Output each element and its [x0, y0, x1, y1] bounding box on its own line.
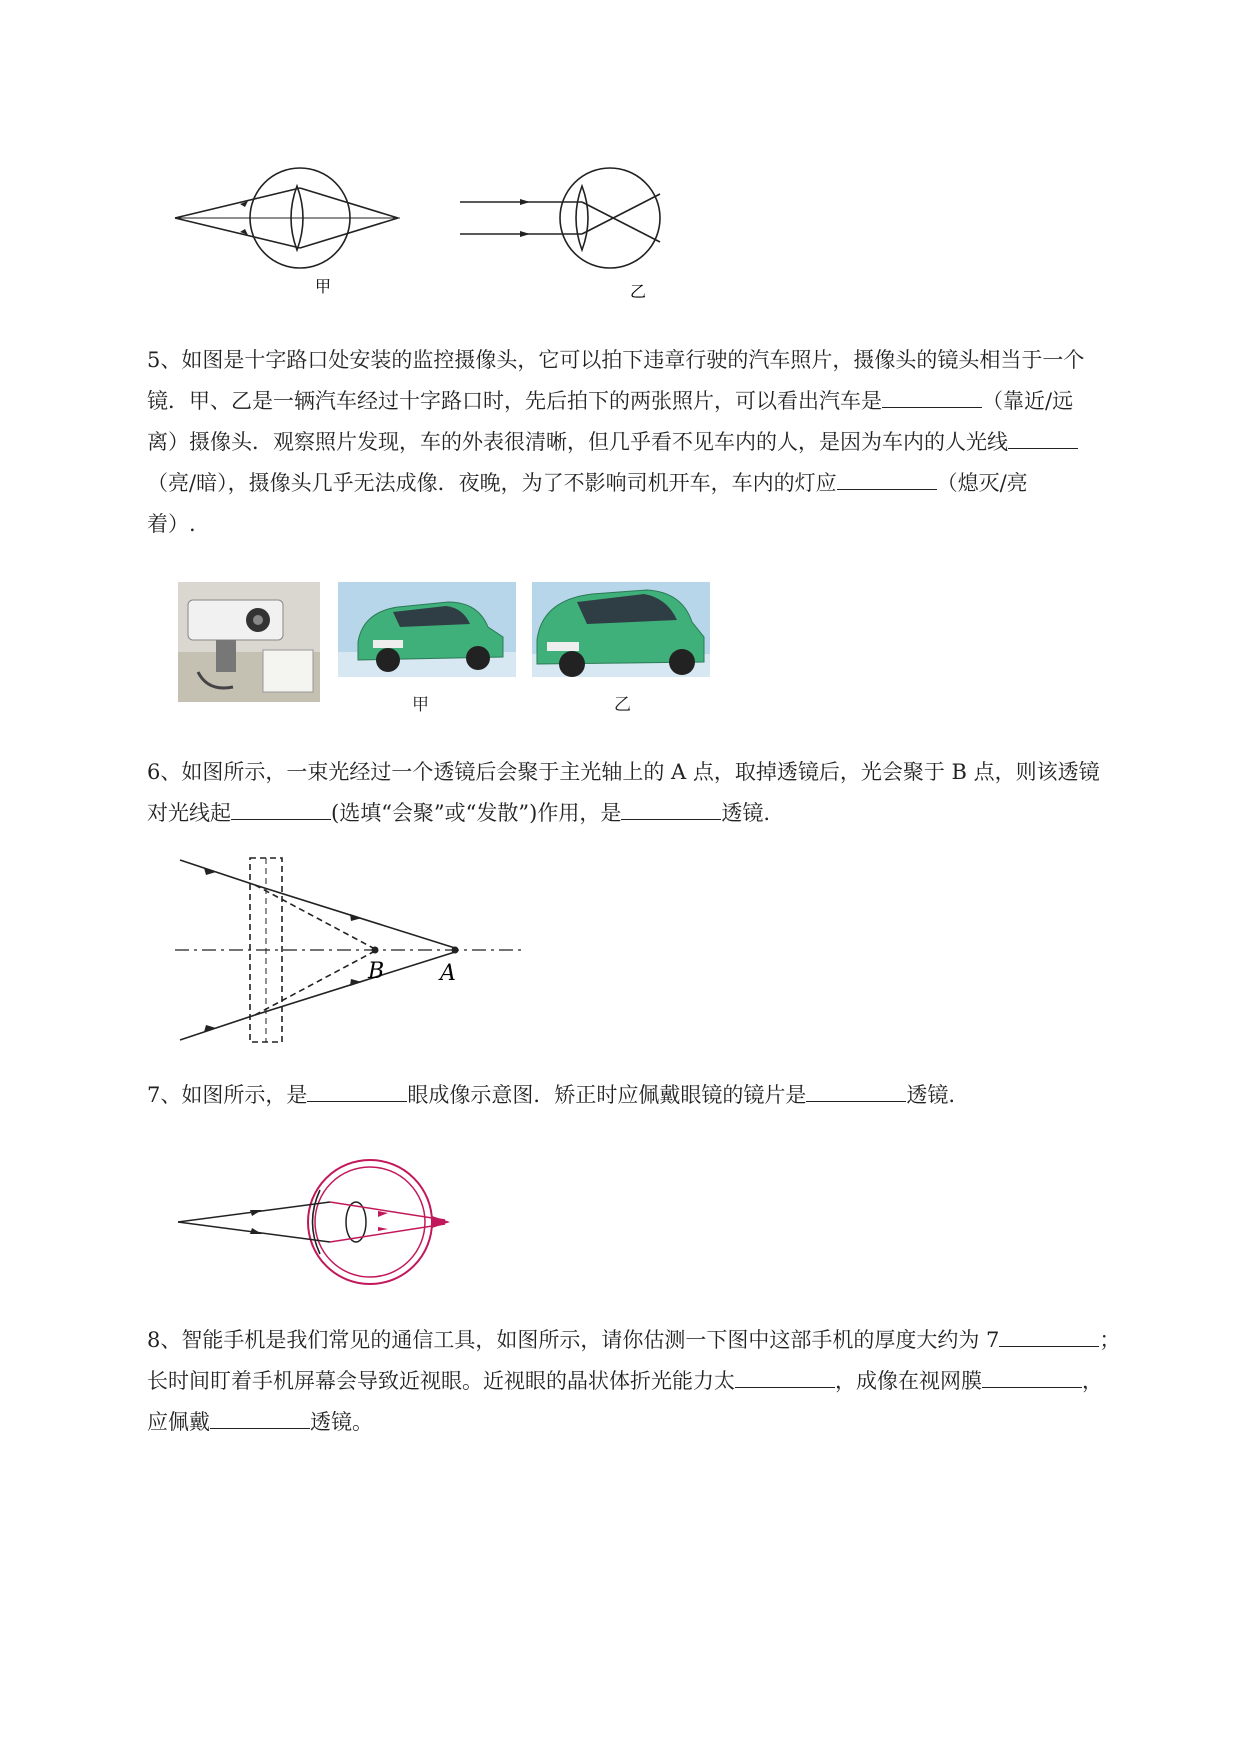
q8-blank-4[interactable]: [210, 1406, 310, 1429]
q5-line1: 5、如图是十字路口处安装的监控摄像头，它可以拍下违章行驶的汽车照片，摄像头的镜头相当于一个: [147, 348, 1085, 372]
q5-line2: 镜．甲、乙是一辆汽车经过十字路口时，先后拍下的两张照片，可以看出汽车是 （靠近/远: [147, 381, 1167, 422]
question-6: [147, 752, 1167, 834]
q5-blank-1[interactable]: [882, 385, 982, 408]
q8-line3: 应佩戴 透镜。: [147, 1402, 1167, 1443]
q5-line5: 着）.: [147, 512, 196, 536]
q7-blank-1[interactable]: [307, 1079, 407, 1102]
eye-label-left: 甲: [315, 277, 332, 296]
question-8: [147, 1320, 1167, 1443]
q8-line2: 长时间盯着手机屏幕会导致近视眼。近视眼的晶状体折光能力太 ，成像在视网膜 ，: [147, 1361, 1167, 1402]
question-5: [147, 340, 1167, 545]
lens-diagram-figure: [170, 850, 530, 1050]
eye-ball-right: [560, 168, 660, 268]
q8-blank-2[interactable]: [735, 1365, 835, 1388]
point-a-label: A: [440, 961, 456, 986]
car-photo-a: [338, 582, 516, 677]
q8-blank-3[interactable]: [982, 1365, 1082, 1388]
car-label-a: 甲: [412, 695, 429, 715]
q6-blank-2[interactable]: [621, 797, 721, 820]
q8-line1: 8、智能手机是我们常见的通信工具，如图所示，请你估测一下图中这部手机的厚度大约为 7 ；: [147, 1320, 1167, 1361]
car-photo-b: [532, 582, 710, 677]
q7-line1: 7、如图所示，是 眼成像示意图．矫正时应佩戴眼镜的镜片是 透镜.: [147, 1075, 1167, 1116]
q5-line4: （亮/暗），摄像头几乎无法成像．夜晚，为了不影响司机开车，车内的灯应 （熄灭/亮: [147, 463, 1167, 504]
q8-blank-1[interactable]: [999, 1324, 1099, 1347]
car-label-b: 乙: [614, 695, 631, 715]
q7-blank-2[interactable]: [806, 1079, 906, 1102]
q5-line3: 离）摄像头．观察照片发现，车的外表很清晰，但几乎看不见车内的人，是因为车内的人光线: [147, 422, 1167, 463]
camera-photo: [178, 582, 320, 702]
question-7: [147, 1075, 1167, 1116]
q6-line1: 6、如图所示，一束光经过一个透镜后会聚于主光轴上的 A 点，取掉透镜后，光会聚于 B 点，则该透镜: [147, 760, 1100, 784]
q6-line2: 对光线起 (选填“会聚”或“发散”)作用，是 透镜.: [147, 793, 1167, 834]
point-b-label: B: [368, 959, 385, 984]
q6-blank-1[interactable]: [231, 797, 331, 820]
q5-blank-3[interactable]: [837, 467, 937, 490]
eye-label-right: 乙: [630, 282, 647, 300]
eye-diagrams-figure: [170, 160, 690, 300]
q5-blank-2[interactable]: [1008, 426, 1078, 449]
eye-imaging-figure: [170, 1150, 480, 1300]
